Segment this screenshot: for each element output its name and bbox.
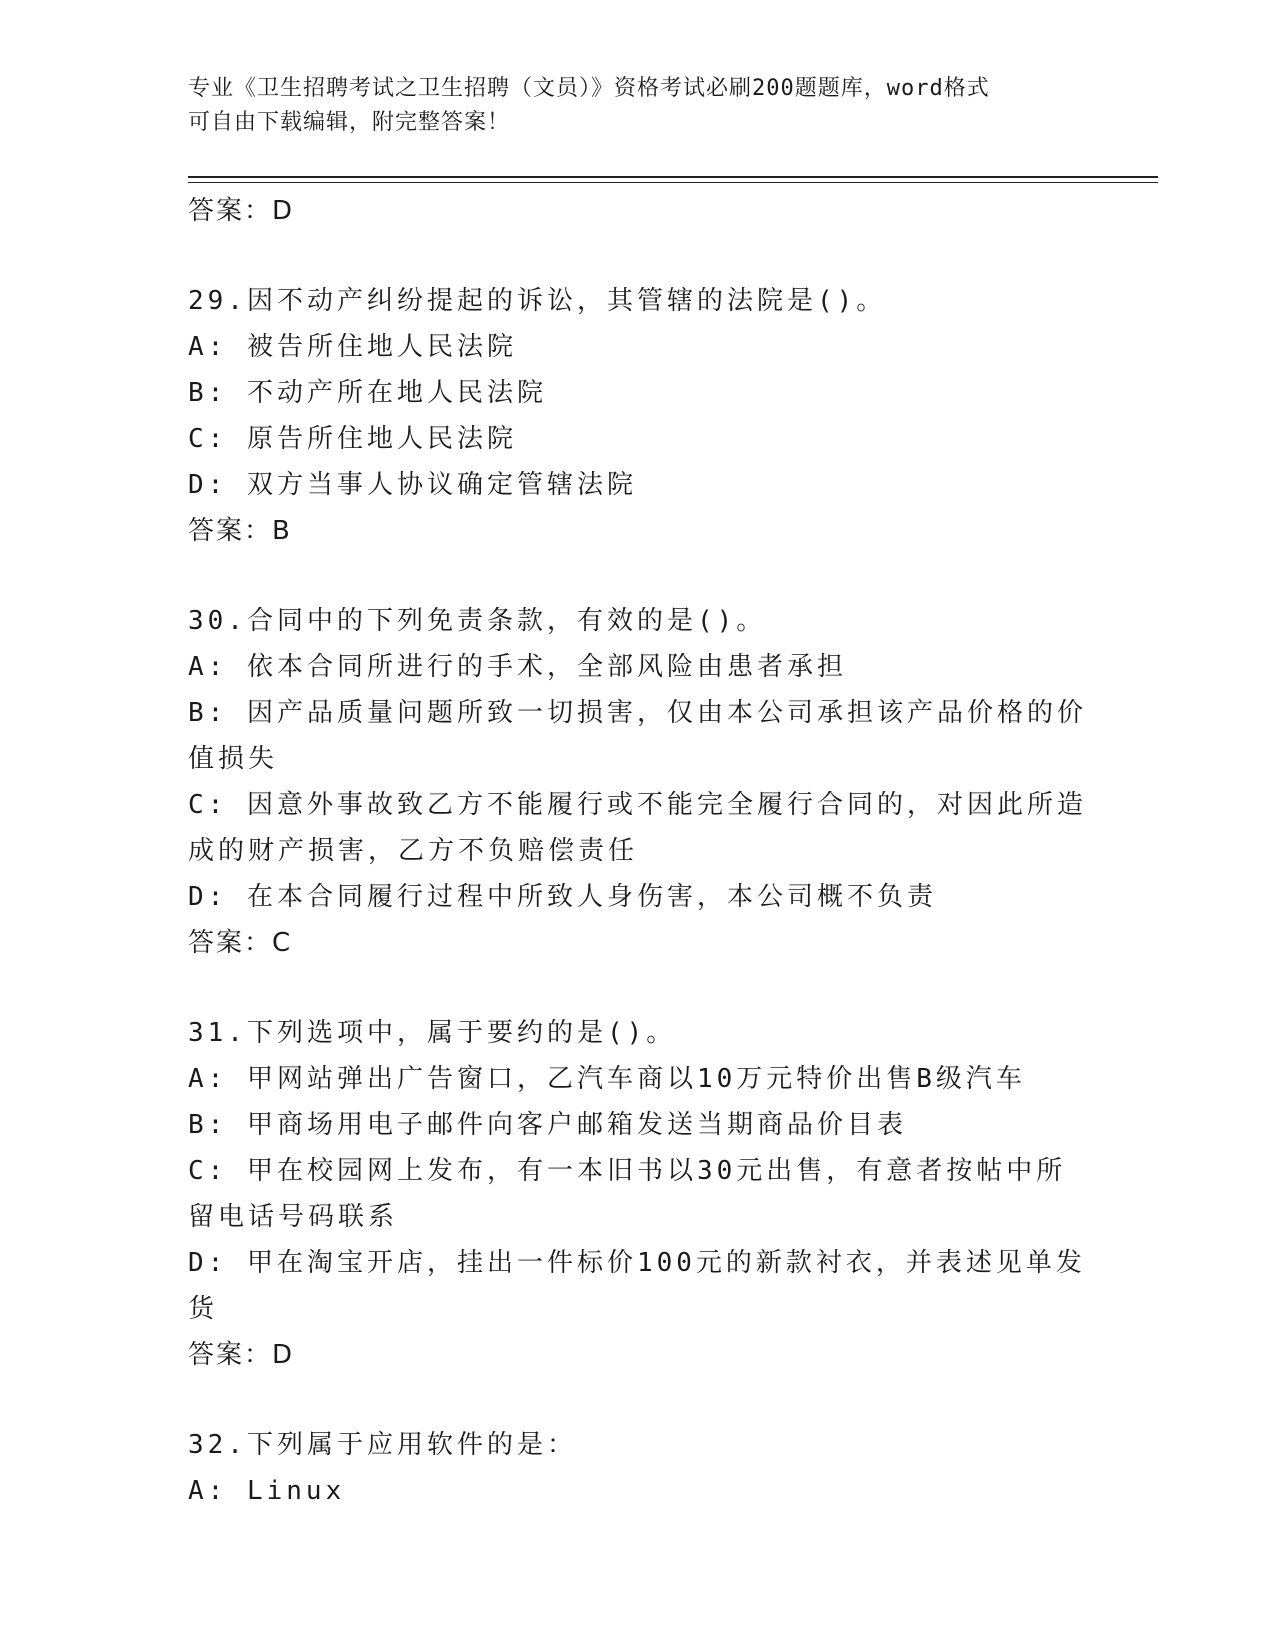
option-d: D: 在本合同履行过程中所致人身伤害，本公司概不负责 (188, 882, 937, 912)
answer-line: 答案：D (188, 1340, 295, 1370)
option-a: A: 依本合同所进行的手术，全部风险由患者承担 (188, 652, 847, 682)
question-30 (188, 598, 1088, 966)
question-stem: 32.下列属于应用软件的是： (188, 1430, 577, 1460)
question-stem: 31.下列选项中，属于要约的是()。 (188, 1018, 677, 1048)
header-rule-thick (188, 176, 1158, 178)
option-b: B: 甲商场用电子邮件向客户邮箱发送当期商品价目表 (188, 1110, 907, 1140)
answer-line: 答案：C (188, 928, 293, 958)
option-c: C: 因意外事故致乙方不能履行或不能完全履行合同的，对因此所造成的财产损害，乙方不负赔偿责任 (188, 790, 1087, 866)
option-b: B: 不动产所在地人民法院 (188, 378, 547, 408)
option-d: D: 甲在淘宝开店，挂出一件标价100元的新款衬衣，并表述见单发货 (188, 1248, 1086, 1324)
header-line-1: 专业《卫生招聘考试之卫生招聘（文员）》资格考试必刷200题题库，word格式 (188, 76, 990, 101)
question-29 (188, 278, 1088, 554)
question-31 (188, 1010, 1088, 1378)
question-stem: 29.因不动产纠纷提起的诉讼，其管辖的法院是()。 (188, 286, 887, 316)
option-d: D: 双方当事人协议确定管辖法院 (188, 470, 637, 500)
option-a: A: 被告所住地人民法院 (188, 332, 517, 362)
answer-line: 答案：D (188, 196, 295, 226)
option-a: A: Linux (188, 1476, 346, 1506)
header-rule-thin (188, 182, 1158, 183)
question-stem: 30.合同中的下列免责条款，有效的是()。 (188, 606, 767, 636)
question-list (188, 188, 1088, 1558)
question-32 (188, 1422, 1088, 1514)
option-c: C: 原告所住地人民法院 (188, 424, 517, 454)
option-a: A: 甲网站弹出广告窗口，乙汽车商以10万元特价出售B级汽车 (188, 1064, 1026, 1094)
document-header (188, 72, 1088, 140)
option-c: C: 甲在校园网上发布，有一本旧书以30元出售，有意者按帖中所留电话号码联系 (188, 1156, 1067, 1232)
header-line-2: 可自由下载编辑，附完整答案！ (188, 110, 511, 135)
option-b: B: 因产品质量问题所致一切损害，仅由本公司承担该产品价格的价值损失 (188, 698, 1087, 774)
answer-line: 答案：B (188, 516, 292, 546)
